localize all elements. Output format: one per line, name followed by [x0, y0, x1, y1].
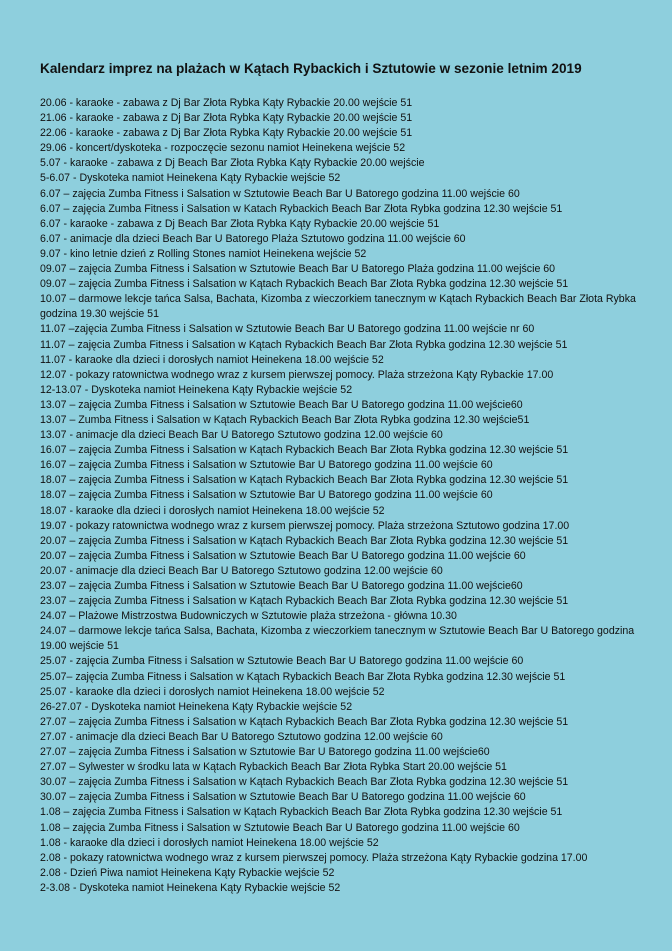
- event-line: 18.07 – zajęcia Zumba Fitness i Salsation w Kątach Rybackich Beach Bar Złota Rybka godzina 12.30 wejście 51: [40, 474, 569, 487]
- event-line: 25.07– zajęcia Zumba Fitness i Salsation w Kątach Rybackich Beach Bar Złota Rybka godzina 12.30 wejście 51: [40, 670, 566, 683]
- event-line: 1.08 – zajęcia Zumba Fitness i Salsation w Sztutowie Beach Bar U Batorego godzina 11.00 wejście 60: [40, 821, 520, 834]
- event-line: 13.07 - animacje dla dzieci Beach Bar U Batorego Sztutowo godzina 12.00 wejście 60: [40, 429, 443, 442]
- event-line: 13.07 – zajęcia Zumba Fitness i Salsation w Sztutowie Beach Bar U Batorego godzina 11.00 wejście60: [40, 398, 523, 411]
- event-line: 23.07 – zajęcia Zumba Fitness i Salsation w Sztutowie Beach Bar U Batorego godzina 11.00 wejście60: [40, 580, 523, 592]
- event-line: 13.07 – Zumba Fitness i Salsation w Kątach Rybackich Beach Bar Złota Rybka godzina 12.30 wejście51: [40, 413, 530, 426]
- event-line: 20.07 – zajęcia Zumba Fitness i Salsation w Sztutowie Beach Bar U Batorego godzina 11.00 wejście 60: [40, 549, 526, 562]
- event-line: 6.07 – zajęcia Zumba Fitness i Salsation w Katach Rybackich Beach Bar Złota Rybka godzina 12.30 wejście 51: [40, 202, 563, 215]
- event-line: 27.07 – Sylwester w środku lata w Kątach Rybackich Beach Bar Złota Rybka Start 20.00 wejście 51: [40, 761, 507, 774]
- event-line: 20.07 - animacje dla dzieci Beach Bar U Batorego Sztutowo godzina 12.00 wejście 60: [40, 564, 443, 577]
- event-line: 30.07 – zajęcia Zumba Fitness i Salsation w Kątach Rybackich Beach Bar Złota Rybka godzina 12.30 wejście 51: [40, 776, 569, 789]
- event-line: 12-13.07 - Dyskoteka namiot Heinekena Kąty Rybackie wejście 52: [40, 383, 353, 396]
- event-line: 1.08 – zajęcia Zumba Fitness i Salsation w Kątach Rybackich Beach Bar Złota Rybka godzina 12.30 wejście 51: [40, 806, 563, 819]
- event-line: 27.07 - animacje dla dzieci Beach Bar U Batorego Sztutowo godzina 12.00 wejście 60: [40, 730, 443, 743]
- event-line: 5.07 - karaoke - zabawa z Dj Beach Bar Złota Rybka Kąty Rybackie 20.00 wejście: [40, 157, 425, 170]
- event-line: 16.07 – zajęcia Zumba Fitness i Salsation w Sztutowie Bar U Batorego godzina 11.00 wejście 60: [40, 459, 493, 472]
- event-line: 2.08 - pokazy ratownictwa wodnego wraz z kursem pierwszej pomocy. Plaża strzeżona Kąty Rybackie godzina 17.00: [40, 851, 588, 864]
- event-line: 25.07 - zajęcia Zumba Fitness i Salsation w Sztutowie Beach Bar U Batorego godzina 11.00 wejście 60: [40, 655, 524, 668]
- event-line: 27.07 – zajęcia Zumba Fitness i Salsation w Kątach Rybackich Beach Bar Złota Rybka godzina 12.30 wejście 51: [40, 715, 569, 728]
- event-line: 2-3.08 - Dyskoteka namiot Heinekena Kąty Rybackie wejście 52: [40, 881, 341, 894]
- event-line: 5-6.07 - Dyskoteka namiot Heinekena Kąty Rybackie wejście 52: [40, 172, 341, 185]
- event-line: 11.07 – zajęcia Zumba Fitness i Salsation w Kątach Rybackich Beach Bar Złota Rybka godzina 12.30 wejście 51: [40, 338, 568, 351]
- event-line: 24.07 – darmowe lekcje tańca Salsa, Bachata, Kizomba z wieczorkiem tanecznym w Sztutowie Beach Bar U Batorego godzina 19.00 wejście 51: [40, 625, 635, 653]
- event-line: 6.07 - karaoke - zabawa z Dj Beach Bar Złota Rybka Kąty Rybackie 20.00 wejście 51: [40, 217, 440, 230]
- event-line: 29.06 - koncert/dyskoteka - rozpoczęcie sezonu namiot Heinekena wejście 52: [40, 142, 406, 155]
- event-line: 25.07 - karaoke dla dzieci i dorosłych namiot Heinekena 18.00 wejście 52: [40, 685, 385, 698]
- event-line: 24.07 – Plażowe Mistrzostwa Budowniczych w Sztutowie plaża strzeżona - główna 10.30: [40, 610, 457, 623]
- event-line: 30.07 – zajęcia Zumba Fitness i Salsation w Sztutowie Beach Bar U Batorego godzina 11.00 wejście 60: [40, 791, 526, 804]
- event-line: 20.07 – zajęcia Zumba Fitness i Salsation w Kątach Rybackich Beach Bar Złota Rybka godzina 12.30 wejście 51: [40, 534, 569, 547]
- event-line: 11.07 –zajęcia Zumba Fitness i Salsation w Sztutowie Beach Bar U Batorego godzina 11.00 wejście nr 60: [40, 323, 535, 336]
- event-line: 23.07 – zajęcia Zumba Fitness i Salsation w Kątach Rybackich Beach Bar Złota Rybka godzina 12.30 wejście 51: [40, 595, 569, 608]
- event-line: 9.07 - kino letnie dzień z Rolling Stones namiot Heinekena wejście 52: [40, 247, 367, 260]
- event-line: 1.08 - karaoke dla dzieci i dorosłych namiot Heinekena 18.00 wejście 52: [40, 836, 379, 849]
- event-line: 09.07 – zajęcia Zumba Fitness i Salsation w Kątach Rybackich Beach Bar Złota Rybka godzina 12.30 wejście 51: [40, 278, 569, 291]
- event-line: 16.07 – zajęcia Zumba Fitness i Salsation w Kątach Rybackich Beach Bar Złota Rybka godzina 12.30 wejście 51: [40, 444, 569, 457]
- event-line: 2.08 - Dzień Piwa namiot Heinekena Kąty Rybackie wejście 52: [40, 866, 335, 879]
- event-list: [40, 96, 644, 896]
- event-line: 26-27.07 - Dyskoteka namiot Heinekena Kąty Rybackie wejście 52: [40, 700, 353, 713]
- event-line: 19.07 - pokazy ratownictwa wodnego wraz z kursem pierwszej pomocy. Plaża strzeżona Sztutowo godzina 17.00: [40, 519, 570, 532]
- event-line: 10.07 – darmowe lekcje tańca Salsa, Bachata, Kizomba z wieczorkiem tanecznym w Kątach Rybackich Beach Bar Złota Rybka godzina 19.30 wejście 51: [40, 293, 636, 321]
- event-line: 27.07 – zajęcia Zumba Fitness i Salsation w Sztutowie Bar U Batorego godzina 11.00 wejście60: [40, 746, 490, 759]
- event-line: 6.07 – zajęcia Zumba Fitness i Salsation w Sztutowie Beach Bar U Batorego godzina 11.00 wejście 60: [40, 187, 520, 200]
- event-line: 21.06 - karaoke - zabawa z Dj Bar Złota Rybka Kąty Rybackie 20.00 wejście 51: [40, 112, 413, 125]
- event-line: 20.06 - karaoke - zabawa z Dj Bar Złota Rybka Kąty Rybackie 20.00 wejście 51: [40, 97, 413, 109]
- event-line: 12.07 - pokazy ratownictwa wodnego wraz z kursem pierwszej pomocy. Plaża strzeżona Kąty Rybackie 17.00: [40, 368, 554, 381]
- event-line: 6.07 - animacje dla dzieci Beach Bar U Batorego Plaża Sztutowo godzina 11.00 wejście 60: [40, 232, 466, 245]
- event-line: 18.07 – zajęcia Zumba Fitness i Salsation w Sztutowie Bar U Batorego godzina 11.00 wejście 60: [40, 489, 493, 502]
- event-line: 11.07 - karaoke dla dzieci i dorosłych namiot Heinekena 18.00 wejście 52: [40, 353, 384, 366]
- event-line: 22.06 - karaoke - zabawa z Dj Bar Złota Rybka Kąty Rybackie 20.00 wejście 51: [40, 127, 413, 140]
- event-line: 18.07 - karaoke dla dzieci i dorosłych namiot Heinekena 18.00 wejście 52: [40, 504, 385, 517]
- document-title: Kalendarz imprez na plażach w Kątach Rybackich i Sztutowie w sezonie letnim 2019: [40, 61, 582, 76]
- event-line: 09.07 – zajęcia Zumba Fitness i Salsation w Sztutowie Beach Bar U Batorego Plaża godzina 11.00 wejście 60: [40, 263, 556, 276]
